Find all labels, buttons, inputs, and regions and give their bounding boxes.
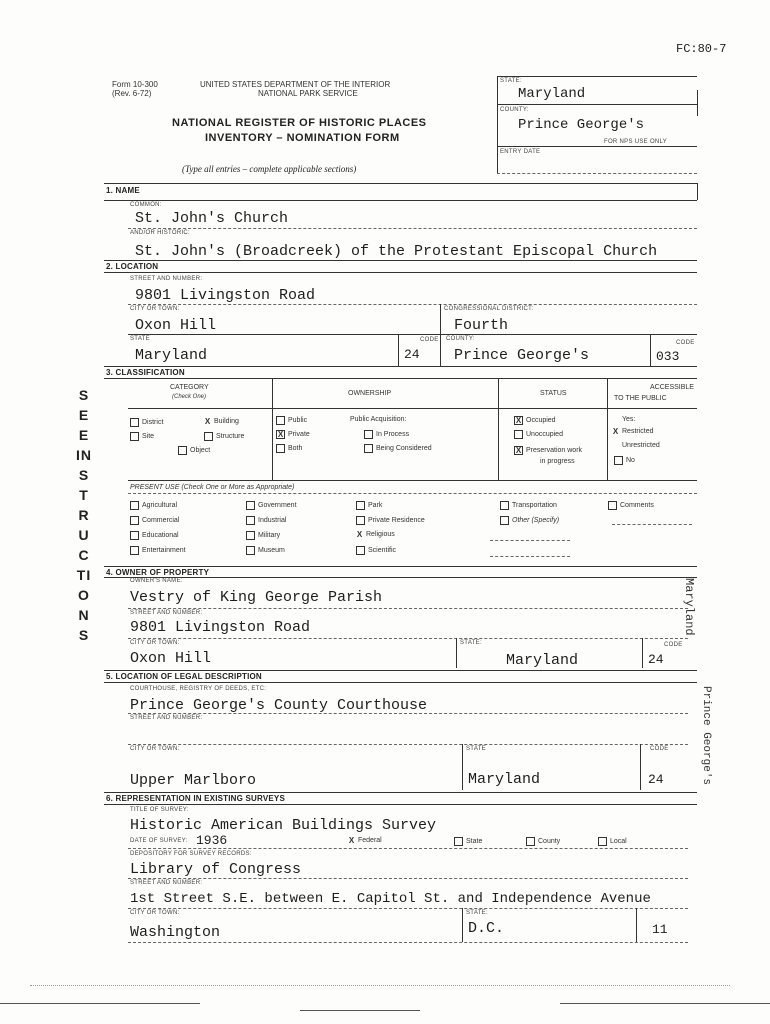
- bottom-scan-line: [30, 985, 730, 986]
- status-in-progress-label: in progress: [540, 458, 575, 465]
- owner-street-label: STREET AND NUMBER:: [130, 610, 203, 616]
- use-transportation-option[interactable]: Transportation: [500, 501, 557, 510]
- unoccupied-checkbox[interactable]: [514, 430, 523, 439]
- status-occupied-option[interactable]: X Occupied: [515, 416, 556, 425]
- in-process-option[interactable]: In Process: [364, 430, 409, 439]
- preservation-checkbox-checked[interactable]: X: [515, 446, 522, 455]
- state-checkbox[interactable]: [454, 837, 463, 846]
- nps-use-label: FOR NPS USE ONLY: [604, 139, 668, 145]
- header-state-value: Maryland: [518, 86, 586, 102]
- category-object-option[interactable]: Object: [178, 446, 210, 455]
- use-entertainment-option[interactable]: Entertainment: [130, 546, 186, 555]
- use-industrial-option[interactable]: Industrial: [246, 516, 286, 525]
- category-district-option[interactable]: District: [130, 418, 163, 427]
- location-county-value: Prince George's: [454, 347, 590, 364]
- location-state-value: Maryland: [135, 347, 208, 364]
- margin-county-value: Prince George's: [700, 686, 712, 786]
- location-code2-label: CODE: [676, 340, 695, 346]
- category-site-option[interactable]: Site: [130, 432, 154, 441]
- agency-line-1: UNITED STATES DEPARTMENT OF THE INTERIOR: [200, 80, 391, 89]
- location-code-value: 24: [404, 347, 420, 362]
- accessible-header-1: ACCESSIBLE: [650, 384, 694, 391]
- margin-state-value: Maryland: [682, 578, 696, 636]
- use-other-option[interactable]: Other (Specify): [500, 516, 559, 525]
- use-military-option[interactable]: Military: [246, 531, 280, 540]
- section-3-title: 3. CLASSIFICATION: [106, 368, 185, 377]
- courthouse-state-value: Maryland: [468, 771, 541, 788]
- location-county-label: COUNTY:: [446, 336, 475, 342]
- accessible-unrestricted-option[interactable]: Unrestricted: [622, 442, 660, 449]
- use-religious-option[interactable]: X Religious: [356, 530, 395, 539]
- no-checkbox[interactable]: [614, 456, 623, 465]
- comments-checkbox[interactable]: [608, 501, 617, 510]
- both-checkbox[interactable]: [276, 444, 285, 453]
- private-checkbox-checked[interactable]: X: [277, 430, 284, 439]
- survey-street-value: 1st Street S.E. between E. Capitol St. and Independence Avenue: [130, 891, 651, 907]
- owner-code-label: CODE: [664, 642, 683, 648]
- section-4-title: 4. OWNER OF PROPERTY: [106, 568, 210, 577]
- form-title-line-1: NATIONAL REGISTER OF HISTORIC PLACES: [172, 117, 427, 129]
- owner-state-value: Maryland: [506, 652, 579, 669]
- location-city-label: CITY OR TOWN:: [130, 306, 180, 312]
- page-code: FC:80-7: [676, 42, 727, 56]
- location-street-value: 9801 Livingston Road: [135, 287, 316, 304]
- survey-date-label: DATE OF SURVEY:: [130, 838, 188, 844]
- government-checkbox[interactable]: [246, 501, 255, 510]
- level-federal-option[interactable]: X Federal: [348, 836, 382, 845]
- use-government-option[interactable]: Government: [246, 501, 297, 510]
- use-educational-option[interactable]: Educational: [130, 531, 179, 540]
- agricultural-checkbox[interactable]: [130, 501, 139, 510]
- use-comments-option[interactable]: Comments: [608, 501, 654, 510]
- status-unoccupied-option[interactable]: Unoccupied: [514, 430, 563, 439]
- historic-name-label: AND/OR HISTORIC:: [130, 230, 191, 236]
- section-2-title: 2. LOCATION: [106, 262, 159, 271]
- survey-code-value: 11: [652, 922, 668, 937]
- owner-code-value: 24: [648, 652, 664, 667]
- use-private-residence-option[interactable]: Private Residence: [356, 516, 425, 525]
- location-city-value: Oxon Hill: [135, 317, 217, 334]
- being-considered-checkbox[interactable]: [364, 444, 373, 453]
- common-name-label: COMMON:: [130, 202, 162, 208]
- survey-title-value: Historic American Buildings Survey: [130, 817, 437, 834]
- congressional-district-label: CONGRESSIONAL DISTRICT:: [444, 306, 534, 312]
- accessible-no-option[interactable]: No: [614, 456, 635, 465]
- accessible-yes-label: Yes:: [622, 416, 636, 423]
- entertainment-checkbox[interactable]: [130, 546, 139, 555]
- district-checkbox[interactable]: [130, 418, 139, 427]
- courthouse-street-label: STREET AND NUMBER:: [130, 715, 203, 721]
- category-subheader: (Check One): [172, 394, 207, 400]
- use-scientific-option[interactable]: Scientific: [356, 546, 396, 555]
- survey-city-label: CITY OR TOWN:: [130, 910, 180, 916]
- other-checkbox[interactable]: [500, 516, 509, 525]
- survey-city-value: Washington: [130, 924, 221, 941]
- object-checkbox[interactable]: [178, 446, 187, 455]
- accessible-header-2: TO THE PUBLIC: [614, 395, 667, 402]
- ownership-both-option[interactable]: Both: [276, 444, 302, 453]
- form-title-line-2: INVENTORY – NOMINATION FORM: [205, 132, 400, 144]
- religious-checkbox-checked[interactable]: X: [356, 530, 363, 539]
- courthouse-city-label: CITY OR TOWN:: [130, 746, 180, 752]
- scientific-checkbox[interactable]: [356, 546, 365, 555]
- form-revision: (Rev. 6-72): [112, 89, 152, 98]
- ownership-private-option[interactable]: X Private: [277, 430, 310, 439]
- occupied-checkbox-checked[interactable]: X: [515, 416, 522, 425]
- location-code-label: CODE: [420, 337, 439, 343]
- survey-street-label: STREET AND NUMBER:: [130, 880, 203, 886]
- survey-state-value: D.C.: [468, 920, 505, 937]
- historic-name-value: St. John's (Broadcreek) of the Protestant Episcopal Church: [135, 243, 658, 260]
- being-considered-option[interactable]: Being Considered: [364, 444, 432, 453]
- county-checkbox[interactable]: [526, 837, 535, 846]
- local-checkbox[interactable]: [598, 837, 607, 846]
- status-preservation-option[interactable]: X Preservation work: [515, 446, 583, 455]
- courthouse-code-value: 24: [648, 772, 664, 787]
- military-checkbox[interactable]: [246, 531, 255, 540]
- commercial-checkbox[interactable]: [130, 516, 139, 525]
- owner-street-value: 9801 Livingston Road: [130, 619, 311, 636]
- owner-city-label: CITY OR TOWN:: [130, 640, 180, 646]
- structure-checkbox[interactable]: [204, 432, 213, 441]
- survey-date-value: 1936: [196, 833, 228, 848]
- survey-title-label: TITLE OF SURVEY:: [130, 807, 189, 813]
- location-state-label: STATE: [130, 336, 150, 342]
- section-1-title: 1. NAME: [106, 186, 140, 195]
- level-county-option[interactable]: County: [526, 837, 560, 846]
- section-6-title: 6. REPRESENTATION IN EXISTING SURVEYS: [106, 794, 285, 803]
- public-acquisition-label: Public Acquisition:: [350, 416, 407, 423]
- header-box-border: [497, 76, 498, 174]
- see-instructions-side-text: SEE INSTRUCTIONS: [76, 387, 92, 643]
- accessible-restricted-option[interactable]: X Restricted: [612, 427, 654, 436]
- survey-state-label: STATE:: [466, 910, 488, 916]
- header-state-label: STATE:: [500, 78, 522, 84]
- level-local-option[interactable]: Local: [598, 837, 627, 846]
- location-code2-value: 033: [656, 349, 680, 364]
- category-structure-option[interactable]: Structure: [204, 432, 244, 441]
- header-county-label: COUNTY:: [500, 107, 529, 113]
- owner-name-value: Vestry of King George Parish: [130, 589, 383, 606]
- courthouse-value: Prince George's County Courthouse: [130, 697, 428, 714]
- use-agricultural-option[interactable]: Agricultural: [130, 501, 177, 510]
- section-5-title: 5. LOCATION OF LEGAL DESCRIPTION: [106, 672, 262, 681]
- use-commercial-option[interactable]: Commercial: [130, 516, 179, 525]
- status-header: STATUS: [540, 390, 567, 397]
- park-checkbox[interactable]: [356, 501, 365, 510]
- use-park-option[interactable]: Park: [356, 501, 382, 510]
- private-residence-checkbox[interactable]: [356, 516, 365, 525]
- owner-name-label: OWNER'S NAME:: [130, 578, 183, 584]
- courthouse-state-label: STATE: [466, 746, 486, 752]
- location-street-label: STREET AND NUMBER:: [130, 276, 203, 282]
- category-header: CATEGORY: [170, 384, 209, 391]
- header-county-value: Prince George's: [518, 117, 645, 133]
- in-process-checkbox[interactable]: [364, 430, 373, 439]
- depository-label: DEPOSITORY FOR SURVEY RECORDS:: [130, 851, 252, 857]
- level-state-option[interactable]: State: [454, 837, 482, 846]
- courthouse-city-value: Upper Marlboro: [130, 772, 257, 789]
- form-instruction: (Type all entries – complete applicable sections): [182, 164, 357, 174]
- restricted-checkbox-checked[interactable]: X: [612, 427, 619, 436]
- owner-state-label: STATE:: [460, 640, 482, 646]
- museum-checkbox[interactable]: [246, 546, 255, 555]
- site-checkbox[interactable]: [130, 432, 139, 441]
- federal-checkbox-checked[interactable]: X: [348, 836, 355, 845]
- use-museum-option[interactable]: Museum: [246, 546, 285, 555]
- category-building-option[interactable]: X Building: [204, 417, 239, 426]
- agency-line-2: NATIONAL PARK SERVICE: [258, 89, 358, 98]
- ownership-public-option[interactable]: Public: [276, 416, 307, 425]
- ownership-header: OWNERSHIP: [348, 390, 392, 397]
- present-use-label: PRESENT USE (Check One or More as Appropriate): [130, 484, 295, 491]
- congressional-district-value: Fourth: [454, 317, 509, 334]
- owner-city-value: Oxon Hill: [130, 650, 212, 667]
- form-number: Form 10-300: [112, 80, 158, 89]
- educational-checkbox[interactable]: [130, 531, 139, 540]
- common-name-value: St. John's Church: [135, 210, 289, 227]
- industrial-checkbox[interactable]: [246, 516, 255, 525]
- entry-date-label: ENTRY DATE: [500, 149, 541, 155]
- courthouse-label: COURTHOUSE, REGISTRY OF DEEDS, ETC:: [130, 686, 267, 692]
- public-checkbox[interactable]: [276, 416, 285, 425]
- building-checkbox-checked[interactable]: X: [204, 417, 211, 426]
- depository-value: Library of Congress: [130, 861, 302, 878]
- courthouse-code-label: CODE: [650, 746, 669, 752]
- transportation-checkbox[interactable]: [500, 501, 509, 510]
